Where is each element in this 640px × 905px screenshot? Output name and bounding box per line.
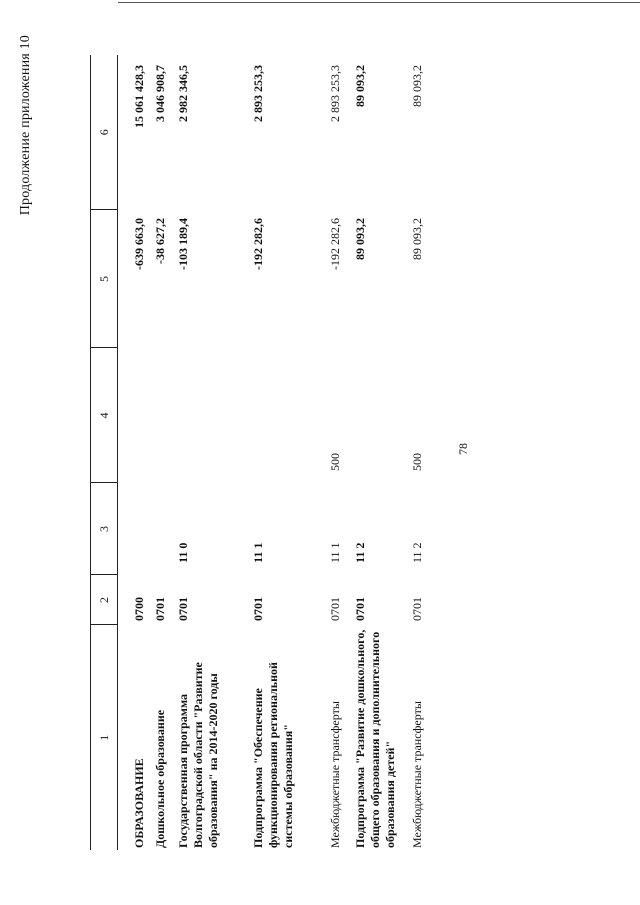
row-section-code: 0701 [153,597,167,621]
row-program-code: 11 2 [410,542,424,563]
table-row [245,55,322,850]
continuation-note: Продолжение приложения 10 [18,35,33,216]
header-col-3: 3 [91,483,118,575]
row-change-amount: 89 093,2 [410,218,424,260]
table-row [347,55,404,850]
row-program-code: 11 1 [328,542,342,563]
row-expense-type [149,348,170,483]
row-name: Подпрограмма "Развитие дошкольного, общего образования и дополнительного образования детей" [353,629,397,848]
table-row [404,55,433,850]
row-name: ОБРАЗОВАНИЕ [132,758,146,848]
row-expense-type: 500 [328,453,342,471]
row-total-amount: 89 093,2 [410,65,424,107]
row-total-amount: 89 093,2 [353,65,367,107]
row-change-amount: -103 189,4 [176,218,190,270]
row-expense-type: 500 [410,453,424,471]
table-row [149,55,170,850]
row-program-code: 11 2 [353,542,367,563]
row-section-code: 0701 [410,597,424,621]
row-name: Подпрограмма "Обеспечение функционирования региональной системы образования" [251,662,295,848]
row-section-code: 0701 [328,597,342,621]
row-change-amount: -639 663,0 [132,218,146,270]
row-name: Межбюджетные трансферты [410,701,424,848]
header-row [91,55,118,850]
page-number: 78 [456,443,470,455]
row-section-code: 0701 [353,597,367,621]
row-change-amount: -192 282,6 [328,218,342,270]
header-col-2: 2 [91,575,118,625]
row-program-code [149,483,170,575]
row-name: Межбюджетные трансферты [328,701,342,848]
table-row [170,55,245,850]
row-change-amount: 89 093,2 [353,218,367,260]
row-name: Дошкольное образование [153,709,167,848]
row-change-amount: -192 282,6 [251,218,265,270]
row-total-amount: 15 061 428,3 [132,65,146,128]
budget-table [90,55,433,850]
row-expense-type [347,348,404,483]
row-expense-type [245,348,322,483]
row-total-amount: 2 893 253,3 [251,65,265,122]
row-program-code: 11 1 [251,542,265,563]
header-col-5: 5 [91,210,118,348]
row-section-code: 0701 [176,597,190,621]
row-name: Государственная программа Волгоградской области "Развитие образования" на 2014-2020 годы [176,662,220,848]
row-section-code: 0700 [132,597,146,621]
row-total-amount: 2 982 346,5 [176,65,190,122]
header-col-1: 1 [91,625,118,850]
row-total-amount: 2 893 253,3 [328,65,342,122]
header-col-4: 4 [91,348,118,483]
table-row [322,55,347,850]
header-col-6: 6 [91,55,118,210]
row-expense-type [118,348,150,483]
row-total-amount: 3 046 908,7 [153,65,167,122]
row-section-code: 0701 [251,597,265,621]
table-row [118,55,150,850]
row-program-code: 11 0 [176,542,190,563]
row-expense-type [170,348,245,483]
row-program-code [118,483,150,575]
row-change-amount: -38 627,2 [153,218,167,264]
